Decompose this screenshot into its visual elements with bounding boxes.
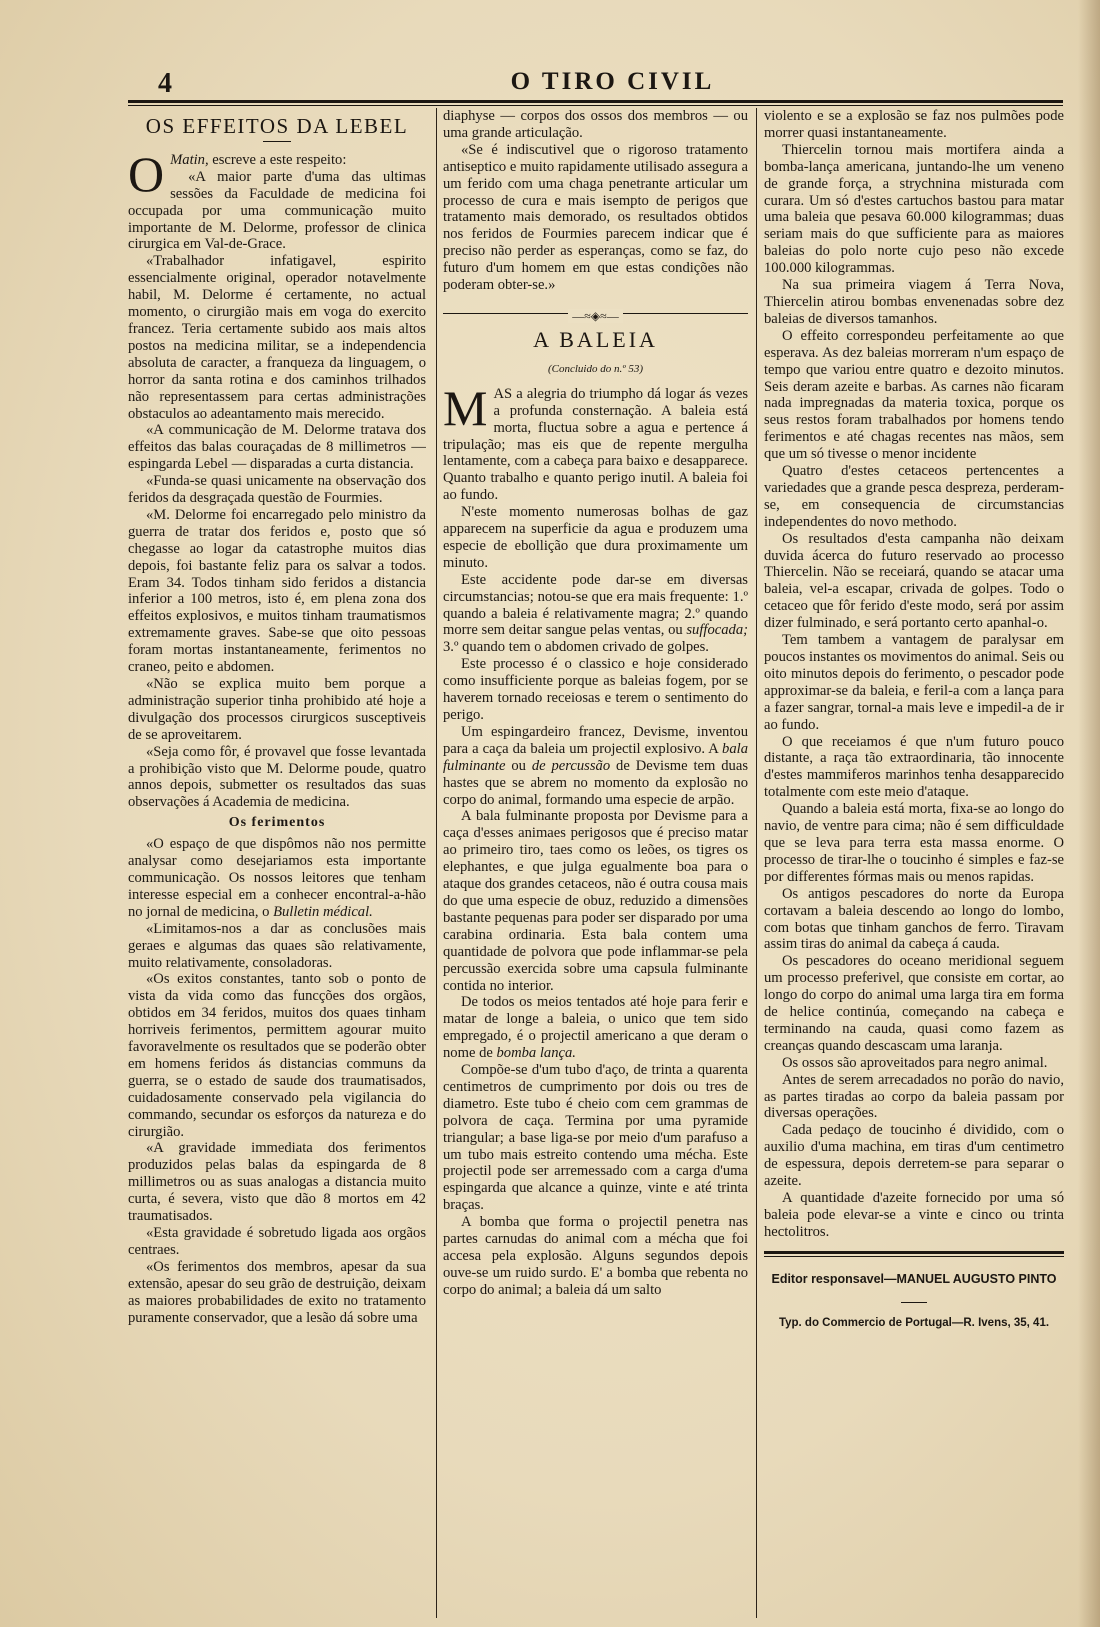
paragraph: Compõe-se d'um tubo d'aço, de trinta a quarenta centimetros de cumprimento por dois ou tres de diametro. Este tubo é cheio com cem grammas de polvora de caça. Termina por uma pyramide triangular; a base liga-se por meio d'um parafuso a um tubo mais estreito contendo uma mécha. Este projectil pode ser arremessado com a carga d'uma espingarda que alcance a quinze, vinte e até trinta braças. [443,1062,748,1214]
column-2 [443,108,748,1618]
italic-text: de percussão [531,757,611,774]
text: ou [505,757,532,774]
footer-rule [764,1251,1064,1257]
text: De todos os meios tentados até hoje para ferir e matar de longe a baleia, o unico que tem sido empregado, é o projectil americano a que deram o nome de [443,994,748,1062]
column-divider-1 [436,108,437,1618]
paragraph: «Os exitos constantes, tanto sob o ponto de vista da vida como das funcções dos orgãos, obtidos em 34 feridos, muitos dos quaes tinham horriveis ferimentos, permittem agourar muito favoravelmente os resultados que se poderão obter em homens feridos ás distancias communs da guerra, se o estado de saude dos traumatisados, cuidadosamente conservado pela vigilancia do commando, secundar os esforços da natureza e do cirurgião. [128,971,426,1140]
paragraph [128,145,426,202]
column-1 [128,108,426,1618]
paragraph: Os resultados d'esta campanha não deixam duvida ácerca do futuro reservado ao processo Thiercelin. Não se receiará, quando se atacar uma baleia, vel-a escapar, crivada de golpes. Todo o cetaceo que fôr ferido d'este modo, será por assim dizer fulminado, e será portanto certo apanhal-o. [764,530,1064,632]
running-title: O TIRO CIVIL [510,68,715,95]
paragraph: Tem tambem a vantagem de paralysar em poucos instantes os movimentos do animal. Seis ou oito minutos depois do ferimento, o pescador pode approximar-se da baleia, e feril-a com a lança para a fazer sangrar, tornal-a mais leve e impedil-a de ir ao fundo. [764,632,1064,733]
paragraph: Na sua primeira viagem á Terra Nova, Thiercelin atirou bombas envenenadas sobre dez baleias de diversos tamanhos. [764,277,1064,327]
text: 3.º quando tem o abdomen crivado de golpes. [443,639,709,656]
paragraph: Os antigos pescadores do norte da Europa cortavam a baleia descendo ao longo do lombo, com botas que tinham ganchos de ferro. Tiravam assim tiras do animal da cabeça á cauda. [764,885,1064,953]
text: «O espaço de que dispômos não nos permitte analysar como desejariamos esta importante communicação. Os nossos leitores que tenham interesse especial em a conhecer encontral-a-hão no jornal de medicina, o [128,836,426,920]
title-rule [263,141,291,142]
paragraph: Thiercelin tornou mais mortifera ainda a bomba-lança americana, juntando-lhe um veneno de grande força, a strychnina misturada com curara. Um só d'estes cartuchos bastou para matar uma baleia que pesava 60.000 kilogrammas; duas seriam mais do que sufficiente para as maiores baleias do polo norte cujo peso não excede 100.000 kilogrammas. [764,141,1064,277]
paragraph: «Se é indiscutivel que o rigoroso tratamento antiseptico e muito rapidamente utilisado assegura a um ferido com uma chaga penetrante articular um processo de cura e mais isempto de perigos que tratamento mais demorado, os resultados obtidos nos feridos de Fourmies parecem indicar que é preciso não perder as esperanças, como se faz, do futuro d'um homem em que estas condições não poderam obter-se.» [443,141,748,294]
article-title-lebel: OS EFFEITOS DA LEBEL [145,114,409,138]
editor-credit: Editor responsavel—MANUEL AUGUSTO PINTO [771,1271,1057,1286]
paragraph: Quando a baleia está morta, fixa-se ao longo do navio, de ventre para cima; não é sem difficuldade que se leva para terra esta massa enorme. O processo de tirar-lhe o toucinho é simples e faz-se por differentes fórmas mais ou menos rapidas. [764,801,1064,885]
paragraph: Quatro d'estes cetaceos pertencentes a variedades que a grande pesca despreza, perderam-se, em consequencia de circumstancias independentes do novo methodo. [764,463,1064,530]
paragraph [443,994,748,1062]
text: de Devisme tem duas hastes que se abrem no momento da explosão no corpo do animal, formando uma especie de arpão. [443,757,748,808]
paragraph: Os pescadores do oceano meridional seguem um processo preferivel, que consiste em cortar, ao longo do corpo do animal uma larga tira em forma de helice continúa, começando na cabeça e terminando na cauda, quasi como fazem as creanças quando descascam uma laranja. [764,953,1064,1054]
paragraph: «Esta gravidade é sobretudo ligada aos orgãos centraes. [128,1225,426,1258]
paragraph: A bala fulminante proposta por Devisme para a caça d'esses animaes perigosos que é preciso matar ao primeiro tiro, taes como os leões, os tigres os elephantes, e que julga egualmente boa para o ataque dos grandes cetaceos, não é outra cousa mais do que uma especie de obuz, reduzido a dimensões bastante pequenas para poder ser disparado por uma carabina ordinaria. Esta bala contem uma quantidade de polvora que pode inflammar-se pela percussão exercida sobre uma capsula fulminante contida no interior. [443,808,748,994]
italic-text: Bulletin médical. [273,903,373,920]
dropcap-o: O [128,145,165,202]
paragraph: «Os ferimentos dos membros, apesar da sua extensão, apesar do seu grão de destruição, deixam as maiores probabilidades de exito no tratamento puramente conservador, que a lesão dá sobre uma [128,1258,426,1326]
page-edge-shadow [1078,0,1100,1627]
text: Este accidente pode dar-se em diversas circumstancias; notou-se que era mais frequente: 1.º quando a baleia é relativamente magra; 2.º quando morre sem deitar sangue pelas ventas, ou [443,571,748,639]
italic-text: bala fulminante [443,740,748,774]
paragraph [443,572,748,657]
paragraph: Antes de serem arrecadados no porão do navio, as partes tiradas ao corpo da baleia passam por diversas operações. [764,1071,1064,1122]
italic-text: bomba lança. [496,1045,576,1062]
paragraph: Os ossos são aproveitados para negro animal. [782,1054,1048,1071]
page-header [140,68,1085,98]
paragraph: diaphyse — corpos dos ossos dos membros — ou uma grande articulação. [443,108,748,141]
paragraph: «A maior parte d'uma das ultimas sessões da Faculdade de medicina foi occupada por uma communicação muito importante de M. Delorme, professor de clinica cirurgica em Val-de-Grace. [128,168,426,253]
paragraph: «Trabalhador infatigavel, espirito essencialmente original, operador notavelmente habil, M. Delorme é certamente, no actual momento, o cirurgião mais em voga do exercito francez. Teria certamente subido aos mais altos postos na medicina militar, se a independencia absoluta de caracter, a franqueza da linguagem, o horror da santa rotina e dos caminhos trilhados não representassem para certas administrações obstaculos ao adeantamento mais merecido. [128,253,426,422]
text: AS a alegria do triumpho dá logar ás vezes a profunda consternação. A baleia está morta, fluctua sobre a agua e pertence á tripulação; mas eis que de repente mergulha lentamente, com a cabeça para baixo e desapparece. Quanto trabalho e quanto perigo inutil. A baleia foi ao fundo. [443,385,748,504]
dropcap-m: M [443,379,488,436]
article-title-baleia: A BALEIA [533,326,658,352]
paragraph: Este processo é o classico e hoje considerado como insufficiente porque as baleias fogem, por se haverem tornado receiosas e terem o sentimento do perigo. [443,656,748,723]
paragraph: «Funda-se quasi unicamente na observação dos feridos da desgraçada questão de Fourmies. [128,473,426,507]
column-3 [764,108,1064,1618]
subheading-ferimentos: Os ferimentos [228,815,326,831]
paragraph: O que receiamos é que n'um futuro pouco distante, a raça tão extraordinaria, tão innocente d'estes mammiferos marinhos tenha desapparecido totalmente com este meio d'ataque. [764,733,1064,801]
paragraph: «Não se explica muito bem porque a administração superior tinha prohibido até hoje a divulgação dos processos cirurgicos susceptiveis de se aproveitarem. [128,676,426,743]
column-divider-2 [756,108,757,1618]
printer-credit: Typ. do Commercio de Portugal—R. Ivens, 35, 41. [778,1316,1050,1329]
paragraph: «Limitamos-nos a dar as conclusões mais geraes e algumas das quaes são relativamente, muito relativamente, consoladoras. [128,920,426,971]
paragraph [443,379,748,504]
page-number: 4 [158,68,172,99]
continuation-note: (Concluido do n.º 53) [547,362,644,375]
paragraph [443,724,748,809]
paragraph: O effeito correspondeu perfeitamente ao que esperava. As dez baleias morreram n'um espaço de tempo que variou entre quatro e dezoito minutos. Seis deram azeite e barbas. As carnes não ficaram nada impregnadas da materia toxica, porque os seus restos foram trabalhados por homens tendo ferimentos e até chagas recentes nas mãos, sem que um só tivesse o menor incidente [764,327,1064,463]
paragraph: «M. Delorme foi encarregado pelo ministro da guerra de tratar dos feridos e, posto que só chegasse ao logar da catastrophe muitos dias depois, foi bastante feliz para os salvar a todos. Eram 34. Todos tinham sido feridos a distancia inferior a 100 metros, isto é, em plena zona dos effeitos explosivos, e muitos tinham traumatismos extremamente graves. Sabe-se que oito pessoas foram mortas instantaneamente, ferimentos no craneo, peito e abdomen. [128,506,426,676]
ornament-divider [443,308,748,323]
text: escreve a este respeito: [208,151,347,168]
italic-text: Matin, [170,151,209,168]
footer-short-rule [901,1302,927,1303]
paragraph: A quantidade d'azeite fornecido por uma só baleia pode elevar-se a vinte e cinco ou trinta hectolitros. [764,1190,1064,1240]
paragraph: «Seja como fôr, é provavel que fosse levantada a prohibição visto que M. Delorme poude, quatro annos depois, submetter os resultados das suas observações á Academia de medicina. [128,743,426,811]
ornament-glyph: —≈◈≈— [568,309,622,323]
paragraph: «A communicação de M. Delorme tratava dos effeitos das balas couraçadas de 8 millimetros — espingarda Lebel — disparadas a curta distancia. [128,422,426,473]
paragraph: Cada pedaço de toucinho é dividido, com o auxilio d'uma machina, em tiras d'um centimetro de espessura, depois derretem-se para separar o azeite. [764,1122,1064,1190]
italic-text: suffocada; [686,622,748,639]
paragraph: violento e se a explosão se faz nos pulmões pode morrer quasi instantaneamente. [764,108,1064,141]
paragraph: «A gravidade immediata dos ferimentos produzidos pelas balas da espingarda de 8 millimetros ou as suas analogas a distancia muito curta, é severa, visto que dão 8 mortos em 42 traumatisados. [128,1140,426,1225]
paragraph: N'este momento numerosas bolhas de gaz apparecem na superficie da agua e produzem uma especie de ebollição que dura proximamente um minuto. [443,504,748,571]
paragraph [128,836,426,921]
text: Um espingardeiro francez, Devisme, inventou para a caça da baleia um projectil explosivo. A [443,723,748,757]
paragraph: A bomba que forma o projectil penetra nas partes carnudas do animal com a mécha que foi accesa pela explosão. Alguns segundos depois ouve-se um ruido surdo. E' a bomba que rebenta no corpo do animal; a baleia dá um salto [443,1214,748,1298]
header-rule [128,100,1063,106]
